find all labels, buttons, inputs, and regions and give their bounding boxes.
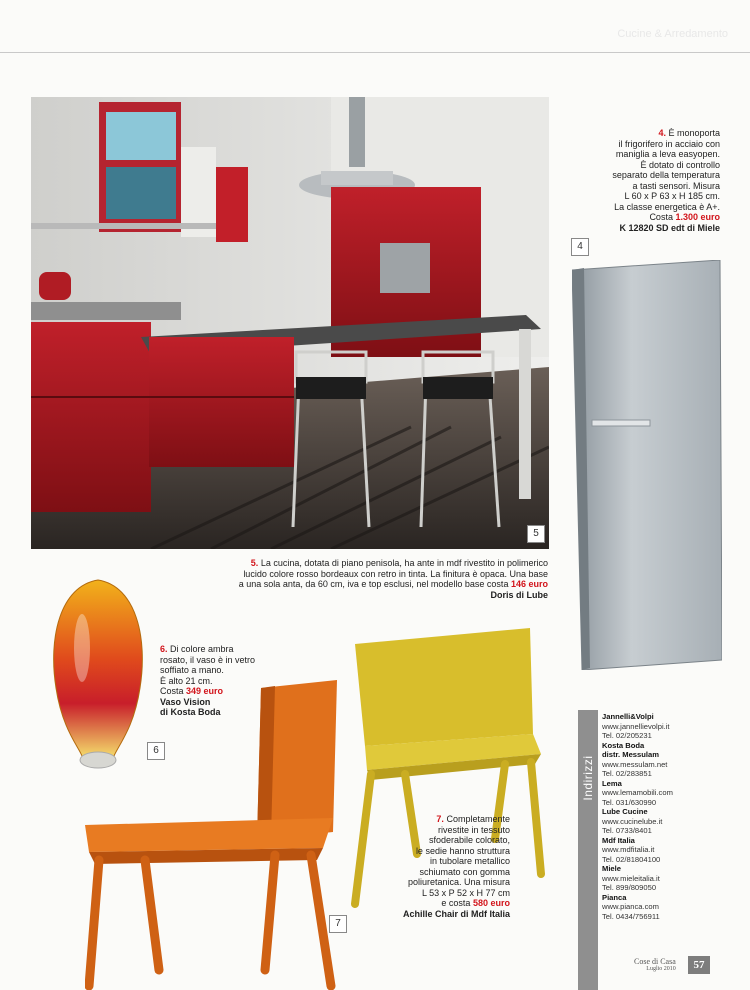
address-line: www.jannellievolpi.it (602, 721, 670, 731)
magazine-name: Cose di Casa (634, 957, 676, 966)
orange-chair-image (85, 680, 345, 990)
address-line: Tel. 031/630990 (602, 797, 657, 807)
caption-line: a tasti sensori. Misura (632, 180, 720, 191)
section-title: Cucine & Arredamento (617, 28, 728, 40)
product-brand: di Kosta Boda (160, 707, 221, 717)
magazine-folio (634, 957, 676, 972)
caption-line: 6. Di colore ambra (160, 644, 234, 654)
product-brand: K 12820 SD edt di Miele (619, 222, 720, 233)
caption-line: il frigorifero in acciaio con (618, 138, 720, 149)
product-brand: Achille Chair di Mdf Italia (402, 908, 510, 919)
header-rule (0, 52, 750, 53)
caption-line: rivestite in tessuto (437, 824, 510, 835)
caption-line: 5. La cucina, dotata di piano penisola, ha ante in mdf rivestito in polimerico (250, 558, 548, 568)
address-company: Kosta Boda (602, 740, 645, 750)
caption-fridge (560, 128, 720, 233)
price: 349 euro (186, 686, 224, 696)
address-company: Miele (602, 864, 621, 873)
kitchen-photo (31, 97, 549, 549)
caption-chairs (370, 814, 510, 919)
caption-number: 5. (250, 558, 259, 568)
address-company: Mdf Italia (602, 835, 635, 845)
addresses-title: Indirizzi (581, 755, 595, 801)
caption-line: poliuretanica. Una misura (407, 877, 510, 887)
caption-line: separato della temperatura (612, 170, 720, 180)
item-number-5: 5 (527, 525, 545, 543)
caption-line: sfoderabile colorato, (428, 835, 510, 845)
caption-line: schiumato con gomma (419, 866, 510, 877)
product-brand: Doris di Lube (490, 589, 548, 600)
caption-line: È dotato di controllo (640, 159, 720, 170)
caption-line: L 53 x P 52 x H 77 cm (421, 887, 510, 898)
caption-line: lucido colore rosso bordeaux con retro in tinta. La finitura è opaca. Una base (243, 568, 548, 579)
address-line: Tel. 02/81804100 (602, 854, 661, 864)
price: 146 euro (510, 579, 548, 589)
address-line: www.messulam.net (602, 759, 668, 769)
caption-number: 6. (160, 644, 168, 654)
caption-line: in tubolare metallico (429, 856, 510, 866)
caption-line: rosato, il vaso è in vetro (160, 654, 256, 665)
caption-line: Costa 1.300 euro (649, 212, 720, 222)
price: 580 euro (472, 898, 510, 908)
address-line: www.cucinelube.it (602, 816, 663, 826)
address-company: Jannelli&Volpi (602, 712, 654, 721)
product-brand: Vaso Vision (160, 696, 211, 707)
address-line: Tel. 02/205231 (602, 731, 652, 740)
address-company: Pianca (602, 892, 627, 902)
caption-line: e costa 580 euro (441, 898, 510, 908)
fridge-image (572, 260, 722, 670)
magazine-issue: Luglio 2010 (646, 966, 676, 972)
caption-number: 4. (658, 128, 666, 138)
address-company: Lube Cucine (602, 807, 648, 816)
addresses-list (602, 712, 722, 921)
caption-line: È alto 21 cm. (160, 675, 213, 686)
address-line: www.lemamobili.com (602, 788, 673, 797)
address-line: www.pianca.com (602, 902, 659, 911)
caption-line: L 60 x P 63 x H 185 cm. (624, 191, 720, 201)
address-line: www.mieleitalia.it (602, 873, 660, 883)
item-number-6: 6 (147, 742, 165, 760)
address-company: Lema (602, 778, 622, 788)
caption-kitchen (200, 558, 548, 600)
caption-line: Costa 349 euro (160, 686, 224, 696)
address-line: Tel. 02/283851 (602, 769, 652, 778)
address-line: Tel. 899/809050 (602, 883, 657, 892)
address-line: www.mdfitalia.it (602, 845, 655, 854)
address-line: Tel. 0434/756911 (602, 911, 660, 921)
kitchen-illustration (31, 97, 549, 549)
caption-line: soffiato a mano. (160, 665, 224, 675)
page-number: 57 (688, 956, 710, 974)
caption-line: a una sola anta, da 60 cm, iva e top esclusi, nel modello base costa 146 euro (238, 579, 548, 589)
caption-line: maniglia a leva easyopen. (615, 149, 720, 159)
price: 1.300 euro (675, 212, 720, 222)
item-number-4: 4 (571, 238, 589, 256)
caption-line: 4. È monoporta (658, 128, 720, 138)
item-number-7: 7 (329, 915, 347, 933)
caption-line: La classe energetica è A+. (614, 201, 720, 212)
address-line: Tel. 0733/8401 (602, 826, 652, 835)
caption-number: 7. (436, 814, 444, 824)
address-company: distr. Messulam (602, 750, 659, 759)
caption-line: 7. Completamente (436, 814, 510, 824)
caption-line: le sedie hanno struttura (415, 845, 510, 856)
